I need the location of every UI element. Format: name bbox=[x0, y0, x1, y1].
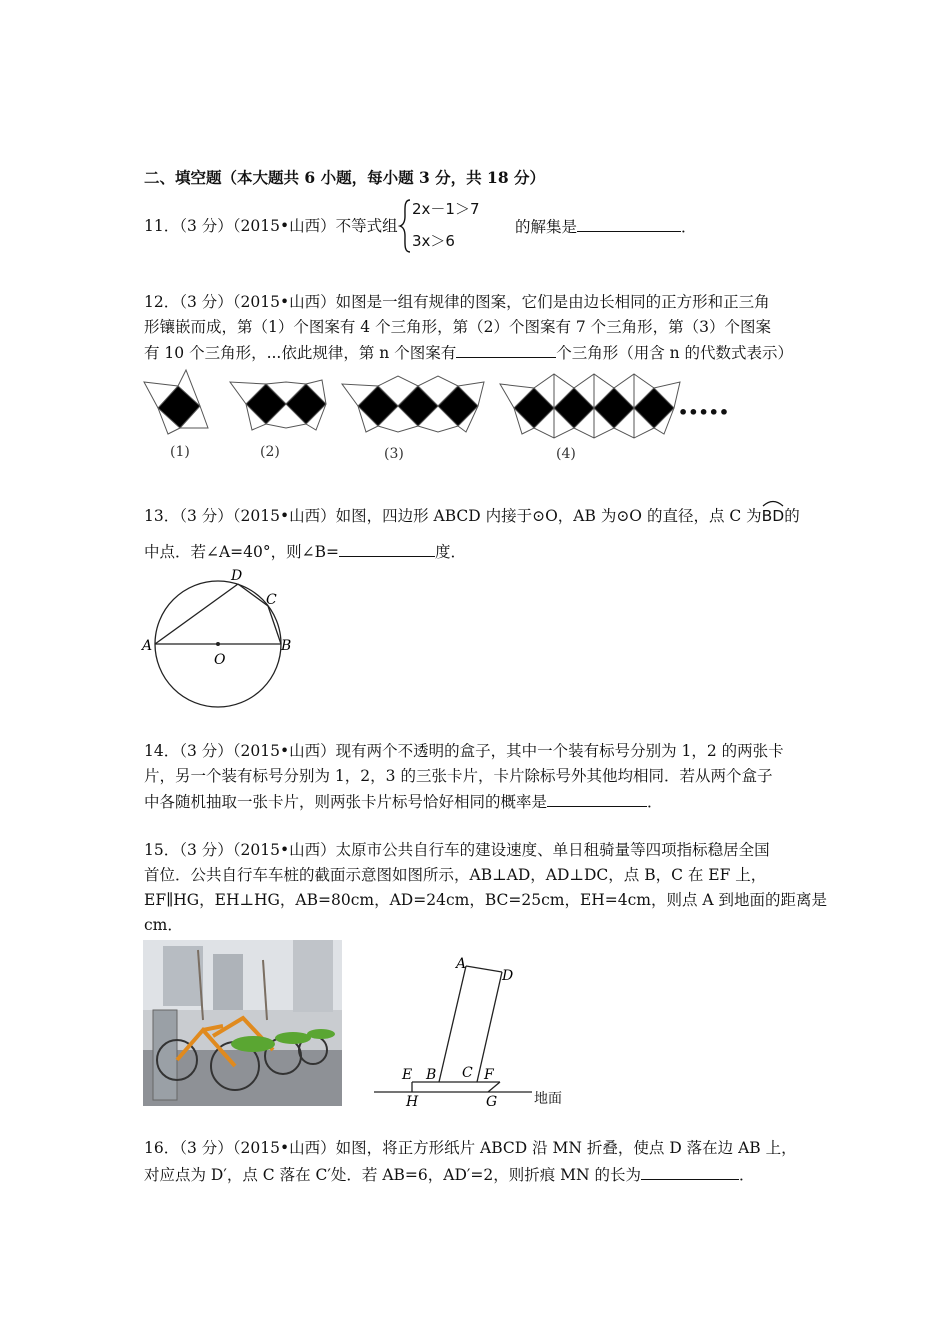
q16-line-1: 16．（3 分）（2015•山西）如图，将正方形纸片 ABCD 沿 MN 折叠，使点 D 落在边 AB 上， bbox=[144, 1139, 797, 1157]
q14-line-1: 14．（3 分）（2015•山西）现有两个不透明的盒子，其中一个装有标号分别为 1，2 的两张卡 bbox=[144, 742, 784, 760]
pattern-4 bbox=[500, 374, 680, 438]
q14-line-3a: 中各随机抽取一张卡片，则两张卡片标号恰好相同的概率是 bbox=[144, 793, 548, 811]
pattern-label-4: (4) bbox=[556, 446, 576, 462]
q13-answer-blank[interactable] bbox=[339, 541, 435, 557]
pattern-3 bbox=[342, 376, 484, 432]
q12-line-3b: 个三角形（用含 n 的代数式表示） bbox=[556, 344, 794, 362]
q12-line-2: 形镶嵌而成，第（1）个图案有 4 个三角形，第（2）个图案有 7 个三角形，第（3）个图案 bbox=[144, 318, 772, 336]
q15-point-c: C bbox=[462, 1065, 473, 1081]
q15-line-2: 首位．公共自行车车桩的截面示意图如图所示，AB⊥AD，AD⊥DC，点 B，C 在 EF 上， bbox=[144, 866, 767, 884]
arc-symbol-icon bbox=[762, 497, 784, 507]
q13-point-d: D bbox=[231, 568, 243, 584]
q13-point-o: O bbox=[214, 652, 226, 668]
q13-circle-figure bbox=[138, 568, 298, 708]
bicycle-photo bbox=[143, 940, 342, 1106]
q11-answer-blank[interactable] bbox=[577, 216, 681, 232]
q13-line-2b: 度． bbox=[435, 543, 467, 561]
pattern-label-2: (2) bbox=[260, 444, 280, 460]
q12-answer-blank[interactable] bbox=[456, 342, 556, 358]
q15-line-4: cm． bbox=[144, 916, 183, 934]
pattern-2 bbox=[230, 380, 326, 430]
q11-suffix: 的解集是 bbox=[515, 218, 578, 236]
q13-line-1b: 的 bbox=[784, 507, 800, 525]
q16-line-2a: 对应点为 D′，点 C 落在 C′处．若 AB=6，AD′=2，则折痕 MN 的长为 bbox=[144, 1166, 642, 1184]
q15-ground-label: 地面 bbox=[534, 1091, 562, 1107]
q13-line-1a: 13．（3 分）（2015•山西）如图，四边形 ABCD 内接于⊙O，AB 为⊙O 的直径，点 C 为 bbox=[144, 507, 762, 525]
q14-line-2: 片，另一个装有标号分别为 1，2，3 的三张卡片，卡片除标号外其他均相同．若从两个盒子 bbox=[144, 767, 773, 785]
q16-line-2b: ． bbox=[739, 1166, 755, 1184]
q15-line-3: EF∥HG，EH⊥HG，AB=80cm，AD=24cm，BC=25cm，EH=4cm，则点 A 到地面的距离是 bbox=[144, 891, 828, 909]
q13-point-a: A bbox=[142, 638, 153, 654]
q15-point-h: H bbox=[406, 1094, 419, 1110]
pattern-label-1: (1) bbox=[170, 444, 190, 460]
q11-prefix: 11．（3 分）（2015•山西）不等式组 bbox=[144, 217, 398, 235]
q12-ellipsis: ••••• bbox=[678, 403, 730, 422]
pattern-label-3: (3) bbox=[384, 446, 404, 462]
q12-line-3a: 有 10 个三角形，...依此规律，第 n 个图案有 bbox=[144, 344, 457, 362]
q15-point-e: E bbox=[402, 1067, 413, 1083]
q13-arc-bd: BD bbox=[762, 506, 785, 526]
q16-answer-blank[interactable] bbox=[641, 1164, 739, 1180]
q15-point-d: D bbox=[502, 968, 514, 984]
q11-end: ． bbox=[681, 218, 697, 236]
q15-point-g: G bbox=[486, 1094, 498, 1110]
q11-inequality-1: 2x－1＞7 bbox=[412, 200, 480, 218]
bicycle-photo-image bbox=[143, 940, 342, 1106]
q13-point-b: B bbox=[281, 638, 292, 654]
q12-line-1: 12．（3 分）（2015•山西）如图是一组有规律的图案，它们是由边长相同的正方形和正三角 bbox=[144, 293, 770, 311]
q13-point-c: C bbox=[266, 592, 277, 608]
q15-cross-section-figure bbox=[372, 956, 572, 1111]
q15-point-b: B bbox=[426, 1067, 437, 1083]
q15-point-a: A bbox=[456, 956, 467, 972]
q12-pattern-figure bbox=[140, 368, 740, 468]
q11-inequality-system bbox=[398, 198, 498, 254]
pattern-1 bbox=[144, 370, 208, 434]
q13-line-2a: 中点．若∠A=40°，则∠B= bbox=[144, 543, 340, 561]
section-heading: 二、填空题（本大题共 6 小题，每小题 3 分，共 18 分） bbox=[144, 168, 546, 187]
q14-answer-blank[interactable] bbox=[547, 791, 647, 807]
q11-inequality-2: 3x＞6 bbox=[412, 232, 455, 250]
q14-line-3b: ． bbox=[647, 793, 663, 811]
q15-point-f: F bbox=[484, 1067, 494, 1083]
q15-line-1: 15．（3 分）（2015•山西）太原市公共自行车的建设速度、单日租骑量等四项指标稳居全国 bbox=[144, 841, 770, 859]
left-brace-icon bbox=[398, 198, 412, 254]
